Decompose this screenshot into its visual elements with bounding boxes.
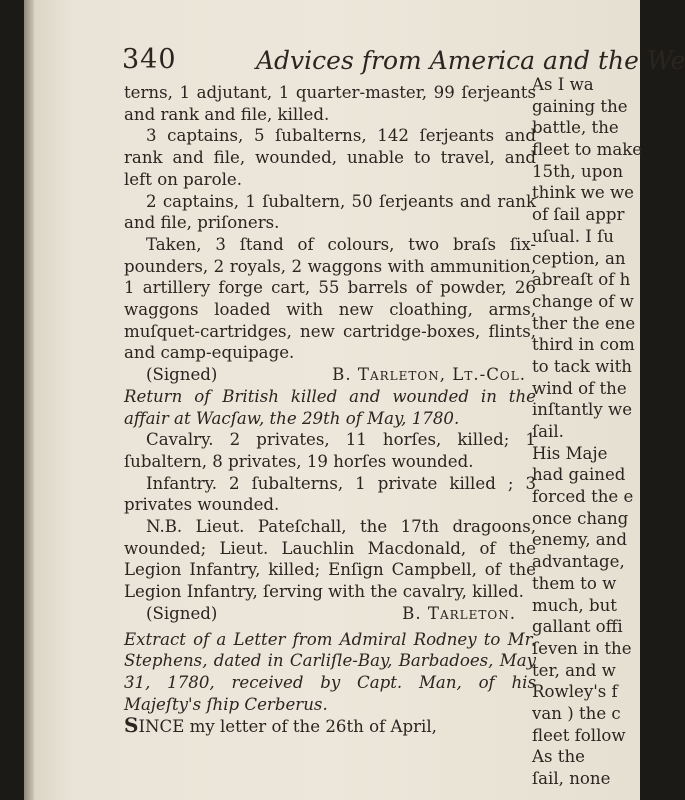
drop-cap: S bbox=[124, 713, 139, 738]
infantry-paragraph: Infantry. 2 ſubalterns, 1 private killed ; 3 privates wounded. bbox=[124, 473, 536, 515]
left-column bbox=[124, 82, 536, 738]
right-column-line: advantage, bbox=[532, 552, 625, 572]
right-column-line: had gained bbox=[532, 465, 626, 485]
right-column-line: As the bbox=[532, 747, 585, 767]
right-column-line: once chang bbox=[532, 508, 629, 528]
right-column-line: ſail. bbox=[532, 422, 564, 441]
right-column-line: inſtantly we bbox=[532, 400, 633, 420]
right-column-line: fleet follow bbox=[532, 725, 626, 745]
casualties-killed-paragraph: terns, 1 adjutant, 1 quarter-master, 99 ſerjeants and rank and file, killed. bbox=[124, 83, 536, 124]
signed-label: (Signed) bbox=[146, 365, 218, 385]
right-column-line: fleet to make bbox=[532, 140, 643, 160]
right-column-line: ther the ene bbox=[532, 313, 636, 333]
right-column-line: abreaſt of h bbox=[532, 270, 631, 290]
signature-name: B. Tarleton, Lt.-Col. bbox=[332, 365, 526, 385]
taken-paragraph: Taken, 3 ſtand of colours, two braſs ſix-pounders, 2 royals, 2 waggons with ammunition, 1 artillery forge cart, 55 barrels of powder, 26 waggons loaded with new cloathing, arms, muſquet-cartridges, new cartridge-boxes, flints, and camp-equipage. bbox=[124, 234, 536, 363]
right-column-line: wind of the bbox=[532, 378, 627, 398]
letter-opening bbox=[124, 715, 536, 738]
extract-heading: Extract of a Letter from Admiral Rodney to Mr. Stephens, dated in Carliſle-Bay, Barbadoes, May 31, 1780, received by Capt. Man, of his Majeſty's ſhip Cerberus. bbox=[124, 629, 536, 714]
signature-name: B. Tarleton. bbox=[402, 603, 516, 623]
right-column-line: to tack with bbox=[532, 356, 632, 376]
right-column-line: gallant offi bbox=[532, 617, 623, 637]
right-column-line: change of w bbox=[532, 291, 634, 311]
right-column-line: His Maje bbox=[532, 443, 608, 463]
right-column-line: gaining the bbox=[532, 96, 628, 116]
right-column-line: ſail, none bbox=[532, 769, 611, 788]
nota-bene-paragraph: N.B. Lieut. Pateſchall, the 17th dragoons, wounded; Lieut. Lauchlin Macdonald, of the Legion Infantry, killed; Enſign Campbell, of the Legion Infantry, ſerving with the cavalry, killed. bbox=[124, 517, 536, 602]
right-column-line: of ſail appr bbox=[532, 205, 625, 225]
right-column-line: Rowley's f bbox=[532, 682, 618, 702]
right-column-line: ter, and w bbox=[532, 660, 616, 680]
casualties-wounded-paragraph: 3 captains, 5 ſubalterns, 142 ſerjeants and rank and file, wounded, unable to travel, and left on parole. bbox=[124, 126, 536, 189]
signed-label: (Signed) bbox=[146, 603, 218, 623]
page-number: 340 bbox=[122, 44, 177, 75]
return-heading: Return of British killed and wounded in the affair at Wacſaw, the 29th of May, 1780. bbox=[124, 386, 536, 428]
right-column-line: 15th, upon bbox=[532, 161, 624, 181]
right-column-line: enemy, and bbox=[532, 530, 627, 550]
right-column-line: third in com bbox=[532, 335, 635, 355]
signature-line-1 bbox=[124, 364, 536, 386]
right-column-line: much, but bbox=[532, 595, 617, 615]
book-page bbox=[24, 0, 685, 800]
right-column-line: think we we bbox=[532, 183, 635, 203]
right-column-line: battle, the bbox=[532, 118, 619, 138]
right-column-line: forced the e bbox=[532, 487, 634, 507]
letter-opening-text: INCE my letter of the 26th of April, bbox=[138, 717, 437, 737]
casualties-prisoners-paragraph: 2 captains, 1 ſubaltern, 50 ſerjeants and rank and file, priſoners. bbox=[124, 191, 536, 233]
right-column-line: them to w bbox=[532, 573, 617, 593]
right-column-line: uſual. I ſu bbox=[532, 226, 614, 246]
right-column bbox=[532, 74, 672, 790]
page-gutter-shadow bbox=[24, 0, 34, 800]
running-head: Advices from America and the We bbox=[256, 46, 685, 75]
cavalry-paragraph: Cavalry. 2 privates, 11 horſes, killed; 1 ſubaltern, 8 privates, 19 horſes wounded. bbox=[124, 430, 536, 471]
signature-line-2 bbox=[124, 603, 536, 625]
right-column-line: As I wa bbox=[532, 75, 594, 94]
right-column-line: ſeven in the bbox=[532, 638, 632, 658]
right-column-line: van ) the c bbox=[532, 703, 621, 723]
right-column-line: ception, an bbox=[532, 248, 626, 268]
